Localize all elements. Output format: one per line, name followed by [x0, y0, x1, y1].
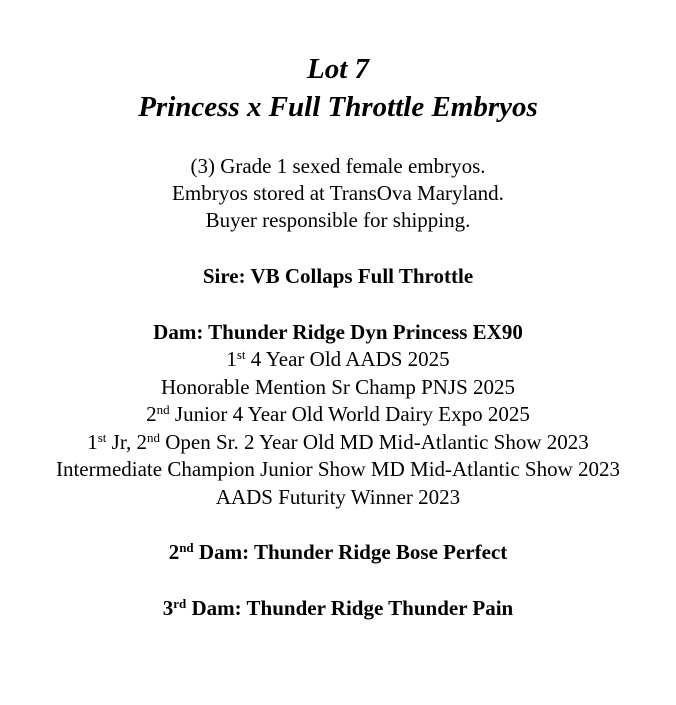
dam-achievement: AADS Futurity Winner 2023 — [215, 485, 461, 509]
dam-achievement: Honorable Mention Sr Champ PNJS 2025 — [160, 375, 516, 399]
lot-subtitle: Princess x Full Throttle Embryos — [138, 91, 538, 123]
dam-achievement: Intermediate Champion Junior Show MD Mid-Atlantic Show 2023 — [55, 457, 621, 481]
dam-achievement: 1st 4 Year Old AADS 2025 — [226, 347, 450, 371]
second-dam-label: 2nd Dam: Thunder Ridge Bose Perfect — [168, 540, 508, 564]
lot-title: Lot 7 — [306, 53, 370, 85]
third-dam-label: 3rd Dam: Thunder Ridge Thunder Pain — [162, 596, 514, 620]
dam-achievement: 1st Jr, 2nd Open Sr. 2 Year Old MD Mid-Atlantic Show 2023 — [87, 430, 589, 454]
dam-label: Dam: Thunder Ridge Dyn Princess EX90 — [153, 320, 523, 344]
description-line: Embryos stored at TransOva Maryland. — [172, 181, 504, 205]
sire-label: Sire: VB Collaps Full Throttle — [202, 264, 474, 288]
description-line: (3) Grade 1 sexed female embryos. — [190, 154, 486, 178]
dam-achievement: 2nd Junior 4 Year Old World Dairy Expo 2025 — [146, 402, 530, 426]
description-line: Buyer responsible for shipping. — [205, 208, 471, 232]
